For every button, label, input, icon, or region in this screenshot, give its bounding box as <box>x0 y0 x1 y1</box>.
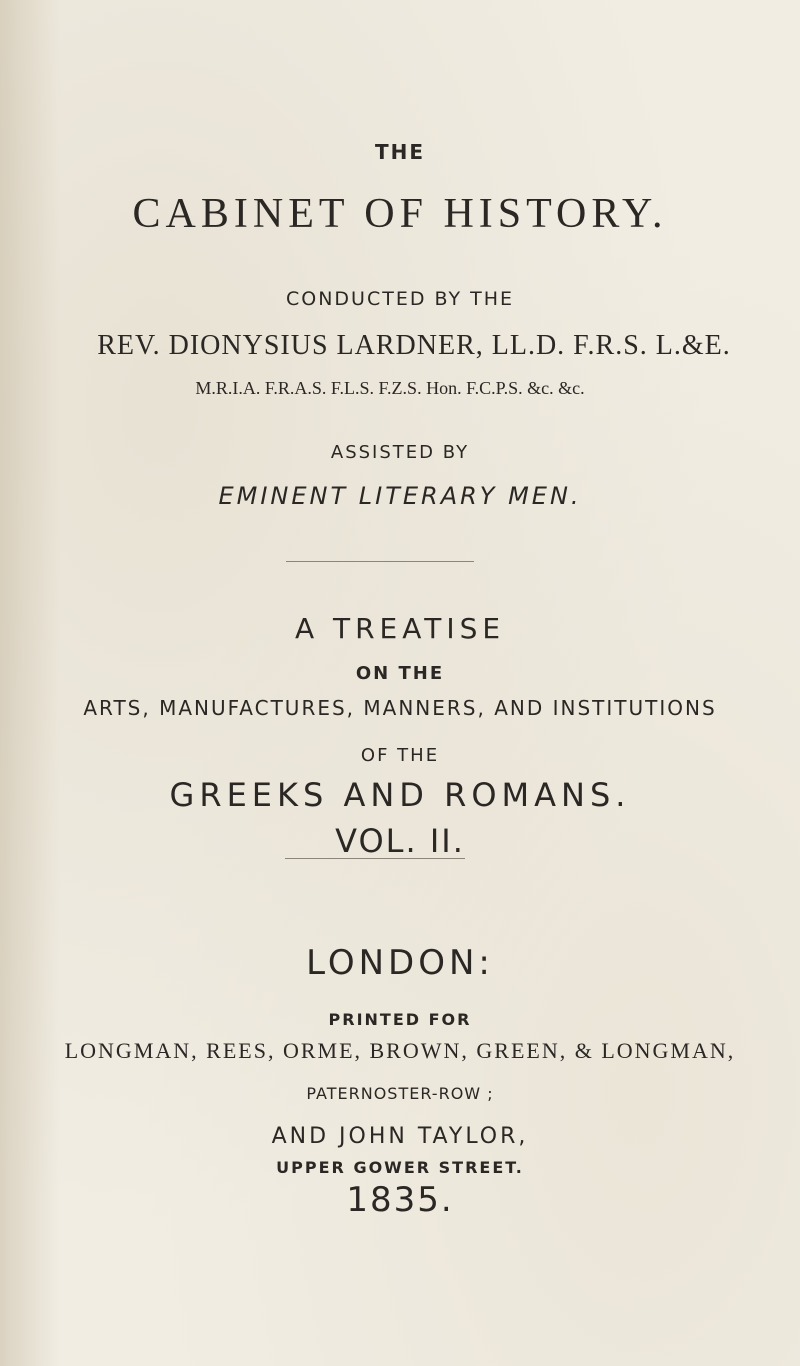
peoples-title: GREEKS AND ROMANS. <box>169 776 631 814</box>
imprint-city: LONDON: <box>306 943 494 983</box>
series-title: CABINET OF HISTORY. <box>132 191 668 237</box>
work-title: A TREATISE <box>294 612 506 645</box>
subject-line: ARTS, MANUFACTURES, MANNERS, AND INSTITUTIONS <box>83 696 717 720</box>
assisted-by-line: ASSISTED BY <box>330 442 470 463</box>
publication-year: 1835. <box>346 1180 454 1220</box>
volume-number: VOL. II. <box>335 822 465 860</box>
editor-name: REV. DIONYSIUS LARDNER, LL.D. F.R.S. L.&E. <box>97 330 731 361</box>
conducted-by-line: CONDUCTED BY THE <box>285 288 515 310</box>
of-the-line: OF THE <box>360 745 440 766</box>
printed-for-line: PRINTED FOR <box>328 1010 472 1029</box>
co-publisher-address: UPPER GOWER STREET. <box>276 1158 524 1177</box>
publishers-line: LONGMAN, REES, ORME, BROWN, GREEN, & LONGMAN, <box>64 1038 736 1063</box>
on-the-line: ON THE <box>355 663 445 684</box>
divider-rule-top <box>286 561 474 562</box>
divider-rule-bottom <box>285 858 465 859</box>
editor-credentials: M.R.I.A. F.R.A.S. F.L.S. F.Z.S. Hon. F.C.P.S. &c. &c. <box>195 378 585 398</box>
contributors-line: EMINENT LITERARY MEN. <box>218 482 582 510</box>
publishers-address: PATERNOSTER-ROW ; <box>306 1084 494 1103</box>
co-publisher-line: AND JOHN TAYLOR, <box>271 1124 529 1149</box>
heading-the: THE <box>374 140 426 164</box>
